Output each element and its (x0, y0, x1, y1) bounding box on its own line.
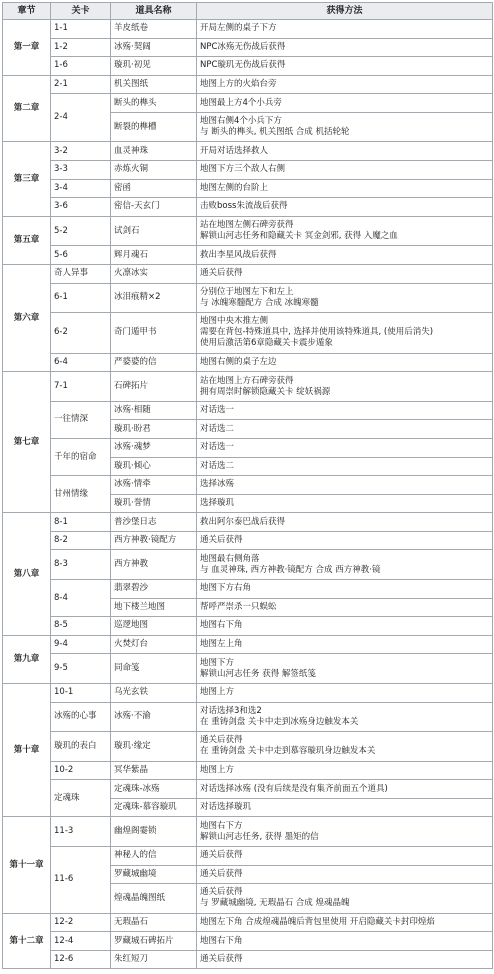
table-row (3, 198, 493, 217)
item-name-cell: 无瑕晶石 (111, 913, 197, 932)
level-cell: 定魂珠 (51, 780, 111, 817)
how-to-obtain-line: 地图右下角 (200, 620, 243, 631)
how-to-obtain-line: 救出阿尔泰巴战后获得 (200, 516, 286, 527)
how-to-obtain-line: 拥有周崇时解锁隐藏关卡 绽妖祸源 (200, 386, 331, 397)
item-name-cell: 石碑拓片 (111, 372, 197, 402)
item-name-cell: 断裂的榫槽 (111, 112, 197, 142)
table-row (3, 264, 493, 283)
how-to-obtain-cell (197, 216, 493, 246)
level-cell: 6-1 (51, 283, 111, 313)
item-name-cell: 冰殇·不渝 (111, 702, 197, 732)
item-name-cell: 璇玑·盼君 (111, 420, 197, 439)
how-to-obtain-line: 在 重铸剑盘 关卡中走到冰殇身边触发本关 (200, 716, 359, 727)
item-name-cell: 罗藏城石碑拓片 (111, 932, 197, 951)
how-to-obtain-line: 对话选一 (200, 442, 235, 453)
level-cell: 5-2 (51, 216, 111, 246)
how-to-obtain-line: 开局左侧的桌子下方 (200, 23, 277, 34)
item-name-cell: 赤炼火铜 (111, 161, 197, 180)
level-cell: 9-5 (51, 654, 111, 684)
chapter-cell: 第三章 (3, 142, 51, 216)
how-to-obtain-line: 地图上方 (200, 687, 235, 698)
item-name-cell: 冰殇·相随 (111, 401, 197, 420)
table-row (3, 635, 493, 654)
item-name-cell: 机关图纸 (111, 75, 197, 94)
level-cell: 12-6 (51, 950, 111, 969)
item-name-cell: 定魂珠-慕容璇玑 (111, 798, 197, 817)
table-row (3, 179, 493, 198)
table-row (3, 246, 493, 265)
how-to-obtain-cell (197, 420, 493, 439)
level-cell: 1-2 (51, 38, 111, 57)
level-cell: 8-2 (51, 531, 111, 550)
item-name-cell: 冰殇·情牵 (111, 476, 197, 495)
how-to-obtain-line: 地图右侧4个小兵下方 (200, 116, 282, 127)
table-row (3, 94, 493, 113)
how-to-obtain-line: 通关后获得 (200, 868, 243, 879)
table-row (3, 353, 493, 372)
item-name-cell: 神秘人的信 (111, 846, 197, 865)
level-cell: 甘州情缘 (51, 476, 111, 513)
how-to-obtain-line: 站在地图上方石碑旁获得 (200, 375, 294, 386)
how-to-obtain-line: 地图左侧的台阶上 (200, 182, 269, 193)
level-cell: 一往情深 (51, 401, 111, 438)
item-name-cell: 血灵神珠 (111, 142, 197, 161)
level-cell: 10-2 (51, 761, 111, 780)
how-to-obtain-line: 地图上方 (200, 764, 235, 775)
item-name-cell: 地下楼兰地图 (111, 598, 197, 617)
how-to-obtain-cell (197, 550, 493, 580)
how-to-obtain-line: 对话选一 (200, 405, 235, 416)
item-name-cell: 冰泪痕精×2 (111, 283, 197, 313)
table-row (3, 580, 493, 599)
how-to-obtain-cell (197, 732, 493, 762)
table-row (3, 950, 493, 969)
how-to-obtain-line: 通关后获得 (200, 850, 243, 861)
level-cell: 3-4 (51, 179, 111, 198)
item-name-cell: 奇门遁甲书 (111, 313, 197, 354)
item-name-cell: 辉月魂石 (111, 246, 197, 265)
how-to-obtain-cell (197, 179, 493, 198)
how-to-obtain-cell (197, 476, 493, 495)
chapter-cell: 第十一章 (3, 817, 51, 913)
table-row (3, 216, 493, 246)
item-name-cell: 冥华紫晶 (111, 761, 197, 780)
table-row (3, 617, 493, 636)
how-to-obtain-line: 对话选择冰殇 (没有后续是没有集齐前面五个道具) (200, 783, 388, 794)
item-name-cell: 翡翠碧沙 (111, 580, 197, 599)
how-to-obtain-cell (197, 598, 493, 617)
item-name-cell: 西方神教·镜配方 (111, 531, 197, 550)
how-to-obtain-cell (197, 353, 493, 372)
how-to-obtain-cell (197, 20, 493, 39)
how-to-obtain-line: 地图右下角 (200, 935, 243, 946)
how-to-obtain-cell (197, 513, 493, 532)
table-row (3, 161, 493, 180)
how-to-obtain-line: 选择璇玑 (200, 498, 235, 508)
item-name-cell: 羊皮纸卷 (111, 20, 197, 39)
item-name-cell: 西方神教 (111, 550, 197, 580)
item-name-cell: 同命笺 (111, 654, 197, 684)
table-row (3, 531, 493, 550)
how-to-obtain-cell (197, 57, 493, 76)
how-to-obtain-line: 通关后获得 (200, 954, 243, 965)
how-to-obtain-cell (197, 865, 493, 884)
item-name-cell: 璇玑·誉情 (111, 494, 197, 513)
how-to-obtain-line: 击败boss朱流战后获得 (200, 201, 288, 212)
item-name-cell: 巡逻地图 (111, 617, 197, 636)
how-to-obtain-cell (197, 457, 493, 476)
item-name-cell: 严婆婆的信 (111, 353, 197, 372)
header-row (3, 3, 493, 20)
how-to-obtain-cell (197, 246, 493, 265)
how-to-obtain-line: 地图右下方 (200, 820, 243, 831)
guide-table-container (2, 2, 492, 969)
table-row (3, 683, 493, 702)
table-row (3, 283, 493, 313)
level-cell: 11-6 (51, 846, 111, 913)
level-cell: 8-1 (51, 513, 111, 532)
how-to-obtain-cell (197, 38, 493, 57)
table-row (3, 313, 493, 354)
table-row (3, 550, 493, 580)
item-guide-table (2, 2, 493, 969)
how-to-obtain-line: 对话选二 (200, 423, 235, 434)
table-row (3, 817, 493, 847)
level-cell: 3-2 (51, 142, 111, 161)
how-to-obtain-cell (197, 161, 493, 180)
level-cell: 3-6 (51, 198, 111, 217)
level-cell: 12-4 (51, 932, 111, 951)
item-name-cell: 乌光玄铁 (111, 683, 197, 702)
how-to-obtain-cell (197, 372, 493, 402)
how-to-obtain-line: 对话选择3和选2 (200, 705, 262, 716)
item-name-cell: 璇玑·缘定 (111, 732, 197, 762)
how-to-obtain-cell (197, 846, 493, 865)
table-row (3, 372, 493, 402)
how-to-obtain-cell (197, 798, 493, 817)
table-row (3, 513, 493, 532)
item-name-cell: 冰殇·契阔 (111, 38, 197, 57)
how-to-obtain-line: 地图右侧的桌子左边 (200, 356, 277, 367)
item-name-cell: 火凛冰实 (111, 264, 197, 283)
table-row (3, 702, 493, 732)
table-row (3, 438, 493, 457)
item-name-cell: 密函 (111, 179, 197, 198)
how-to-obtain-line: 与 血灵神珠, 西方神教·镜配方 合成 西方神教·镜 (200, 564, 381, 575)
how-to-obtain-cell (197, 75, 493, 94)
how-to-obtain-line: 地图下方右角 (200, 583, 252, 594)
how-to-obtain-line: 地图中央木推左侧 (200, 316, 269, 327)
how-to-obtain-cell (197, 617, 493, 636)
level-cell: 5-6 (51, 246, 111, 265)
how-to-obtain-line: 选择冰殇 (200, 479, 235, 490)
how-to-obtain-line: 通关后获得 (200, 535, 243, 546)
how-to-obtain-line: 对话选择璇玑 (200, 802, 252, 813)
how-to-obtain-cell (197, 198, 493, 217)
level-cell: 8-5 (51, 617, 111, 636)
chapter-cell: 第十二章 (3, 913, 51, 969)
level-cell: 12-2 (51, 913, 111, 932)
how-to-obtain-line: 地图最上方4个小兵旁 (200, 97, 282, 108)
item-name-cell: 冰殇·魂梦 (111, 438, 197, 457)
how-to-obtain-cell (197, 884, 493, 914)
how-to-obtain-line: 地图左下角 合成煌魂晶魄后背包里使用 开启隐藏关卡封印煌焰 (200, 916, 435, 927)
level-cell: 千年的宿命 (51, 438, 111, 475)
how-to-obtain-line: 帮呼严崇杀一只蜈蚣 (200, 601, 277, 612)
how-to-obtain-line: 需要在背包-特殊道具中, 选择并使用该特殊道具, (使用后消失) (200, 327, 434, 338)
item-name-cell: 幽煌阁霎锁 (111, 817, 197, 847)
how-to-obtain-cell (197, 702, 493, 732)
table-row (3, 38, 493, 57)
how-to-obtain-cell (197, 580, 493, 599)
how-to-obtain-cell (197, 401, 493, 420)
table-row (3, 780, 493, 799)
item-name-cell: 断头的榫头 (111, 94, 197, 113)
how-to-obtain-line: 与 罗藏城幽境, 无瑕晶石 合成 煌魂晶魄 (200, 898, 350, 909)
table-body (3, 20, 493, 969)
table-row (3, 761, 493, 780)
table-row (3, 20, 493, 39)
how-to-obtain-cell (197, 635, 493, 654)
table-row (3, 846, 493, 865)
level-cell: 1-1 (51, 20, 111, 39)
how-to-obtain-line: 使用后激活第6章隐藏关卡震步遁象 (200, 338, 333, 349)
chapter-cell: 第六章 (3, 264, 51, 371)
how-to-obtain-line: 分别位于地图左下和左上 (200, 286, 294, 297)
how-to-obtain-line: 解锁山河志任务和隐藏关卡 冥金剑邪, 获得 入魔之血 (200, 231, 398, 242)
how-to-obtain-cell (197, 950, 493, 969)
how-to-obtain-line: 通关后获得 (200, 887, 243, 898)
level-cell: 7-1 (51, 372, 111, 402)
how-to-obtain-line: 通关后获得 (200, 735, 243, 746)
how-to-obtain-cell (197, 438, 493, 457)
how-to-obtain-cell (197, 112, 493, 142)
item-name-cell: 密信-天玄门 (111, 198, 197, 217)
how-to-obtain-line: NPC璇玑无伤战后获得 (200, 60, 286, 71)
how-to-obtain-line: 在 重铸剑盘 关卡中走到慕容璇玑身边触发本关 (200, 746, 376, 757)
table-row (3, 932, 493, 951)
level-cell: 6-4 (51, 353, 111, 372)
table-row (3, 142, 493, 161)
table-row (3, 654, 493, 684)
table-row (3, 476, 493, 495)
level-cell: 1-6 (51, 57, 111, 76)
how-to-obtain-cell (197, 761, 493, 780)
how-to-obtain-line: 地图左上角 (200, 639, 243, 650)
how-to-obtain-line: 解锁山河志任务, 获得 墨矩的信 (200, 831, 319, 842)
chapter-cell: 第九章 (3, 635, 51, 683)
how-to-obtain-line: 站在地图左侧石碑旁获得 (200, 220, 294, 231)
how-to-obtain-cell (197, 283, 493, 313)
chapter-cell: 第八章 (3, 513, 51, 635)
how-to-obtain-cell (197, 780, 493, 799)
item-name-cell: 普沙堡日志 (111, 513, 197, 532)
table-row (3, 401, 493, 420)
how-to-obtain-line: 救出李星风战后获得 (200, 249, 277, 260)
how-to-obtain-cell (197, 531, 493, 550)
chapter-cell: 第二章 (3, 75, 51, 142)
how-to-obtain-cell (197, 913, 493, 932)
how-to-obtain-cell (197, 142, 493, 161)
item-name-cell: 璇玑·倾心 (111, 457, 197, 476)
table-row (3, 732, 493, 762)
level-cell: 10-1 (51, 683, 111, 702)
header-level: 关卡 (51, 3, 111, 20)
table-row (3, 57, 493, 76)
chapter-cell: 第十章 (3, 683, 51, 816)
item-name-cell: 煌魂晶魄图纸 (111, 884, 197, 914)
table-row (3, 75, 493, 94)
how-to-obtain-cell (197, 494, 493, 513)
item-name-cell: 试剑石 (111, 216, 197, 246)
how-to-obtain-cell (197, 654, 493, 684)
how-to-obtain-cell (197, 817, 493, 847)
how-to-obtain-line: NPC冰殇无伤战后获得 (200, 41, 286, 52)
level-cell: 9-4 (51, 635, 111, 654)
chapter-cell: 第一章 (3, 20, 51, 76)
level-cell: 8-3 (51, 550, 111, 580)
level-cell: 8-4 (51, 580, 111, 617)
how-to-obtain-line: 与 断头的榫头, 机关图纸 合成 机括轮轮 (200, 127, 350, 138)
level-cell: 6-2 (51, 313, 111, 354)
level-cell: 冰殇的心事 (51, 702, 111, 732)
how-to-obtain-cell (197, 683, 493, 702)
level-cell: 3-3 (51, 161, 111, 180)
item-name-cell: 定魂珠-冰殇 (111, 780, 197, 799)
how-to-obtain-line: 地图最右侧角落 (200, 553, 260, 564)
how-to-obtain-cell (197, 94, 493, 113)
header-item-name: 道具名称 (111, 3, 197, 20)
item-name-cell: 火焚灯台 (111, 635, 197, 654)
how-to-obtain-cell (197, 313, 493, 354)
level-cell: 11-3 (51, 817, 111, 847)
how-to-obtain-cell (197, 932, 493, 951)
chapter-cell: 第五章 (3, 216, 51, 264)
how-to-obtain-line: 开局对话选择救人 (200, 145, 269, 156)
level-cell: 2-1 (51, 75, 111, 94)
how-to-obtain-cell (197, 264, 493, 283)
table-row (3, 913, 493, 932)
how-to-obtain-line: 与 冰魄寒髓配方 合成 冰魄寒髓 (200, 297, 319, 308)
header-how-to-obtain: 获得方法 (197, 3, 493, 20)
how-to-obtain-line: 对话选二 (200, 460, 235, 471)
how-to-obtain-line: 地图下方 (200, 657, 235, 668)
chapter-cell: 第七章 (3, 372, 51, 513)
level-cell: 璇玑的表白 (51, 732, 111, 762)
how-to-obtain-line: 地图上方的火焰台旁 (200, 79, 277, 90)
item-name-cell: 璇玑·初见 (111, 57, 197, 76)
how-to-obtain-line: 地图下方三个敌人右侧 (200, 164, 286, 175)
how-to-obtain-line: 解锁山河志任务 获得 解签纸笺 (200, 668, 316, 679)
how-to-obtain-line: 通关后获得 (200, 268, 243, 279)
item-name-cell: 朱红短刀 (111, 950, 197, 969)
header-chapter: 章节 (3, 3, 51, 20)
level-cell: 2-4 (51, 94, 111, 142)
level-cell: 奇人异事 (51, 264, 111, 283)
item-name-cell: 罗藏城幽境 (111, 865, 197, 884)
